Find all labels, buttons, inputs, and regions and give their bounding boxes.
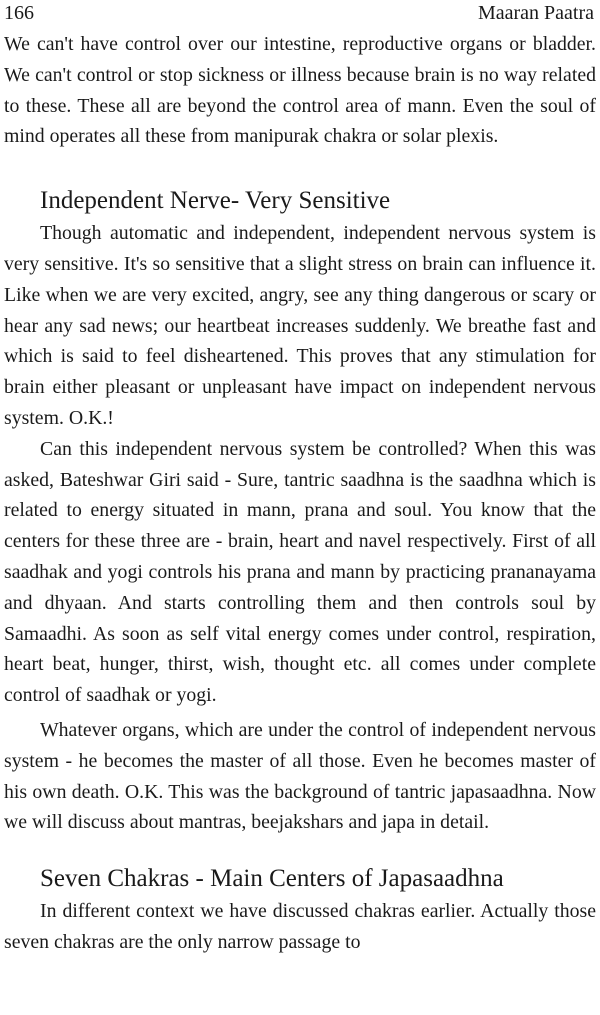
- page-body: [4, 29, 596, 958]
- paragraph-master-of-organs: Whatever organs, which are under the control of independent nervous system - he becomes the master of all those. Even he becomes master of his own death. O.K. This was the background of tantric japasaadhna. Now we will discuss about mantras, beejakshars and japa in detail.: [4, 718, 596, 834]
- paragraph-nervous-sensitivity: Though automatic and independent, independent nervous system is very sensitive. It's so sensitive that a slight stress on brain can influence it. Like when we are very excited, angry, see any thing dangerous or scary or hear any sad news; our heartbeat increases suddenly. We breathe fast and which is said to feel disheartened. This proves that any stimulation for brain either pleasant or unpleasant have impact on independent nervous system. O.K.!: [4, 222, 596, 429]
- page-header: [4, 0, 594, 26]
- running-title: Maaran Paatra: [477, 2, 594, 24]
- section-heading-independent-nerve: Independent Nerve- Very Sensitive: [40, 187, 391, 215]
- paragraph-tantric-saadhna: Can this independent nervous system be controlled? When this was asked, Bateshwar Giri said - Sure, tantric saadhna is the saadhna which is related to energy situated in mann, prana and soul. You know that the centers for these three are - brain, heart and navel respectively. First of all saadhak and yogi controls his prana and mann by practicing prananayama and dhyaan. And starts controlling them and then controls soul by Samaadhi. As soon as self vital energy comes under control, respiration, heart beat, hunger, thirst, wish, thought etc. all comes under complete control of saadhak or yogi.: [4, 437, 596, 707]
- paragraph-intestine-control: We can't have control over our intestine, reproductive organs or bladder. We can't control or stop sickness or illness because brain is no way related to these. These all are beyond the control area of mann. Even the soul of mind operates all these from manipurak chakra or solar plexis.: [4, 33, 596, 148]
- section-heading-seven-chakras: Seven Chakras - Main Centers of Japasaadhna: [40, 865, 504, 893]
- paragraph-chakras-context: In different context we have discussed chakras earlier. Actually those seven chakras are the only narrow passage to: [4, 900, 596, 953]
- page-number: 166: [4, 2, 34, 24]
